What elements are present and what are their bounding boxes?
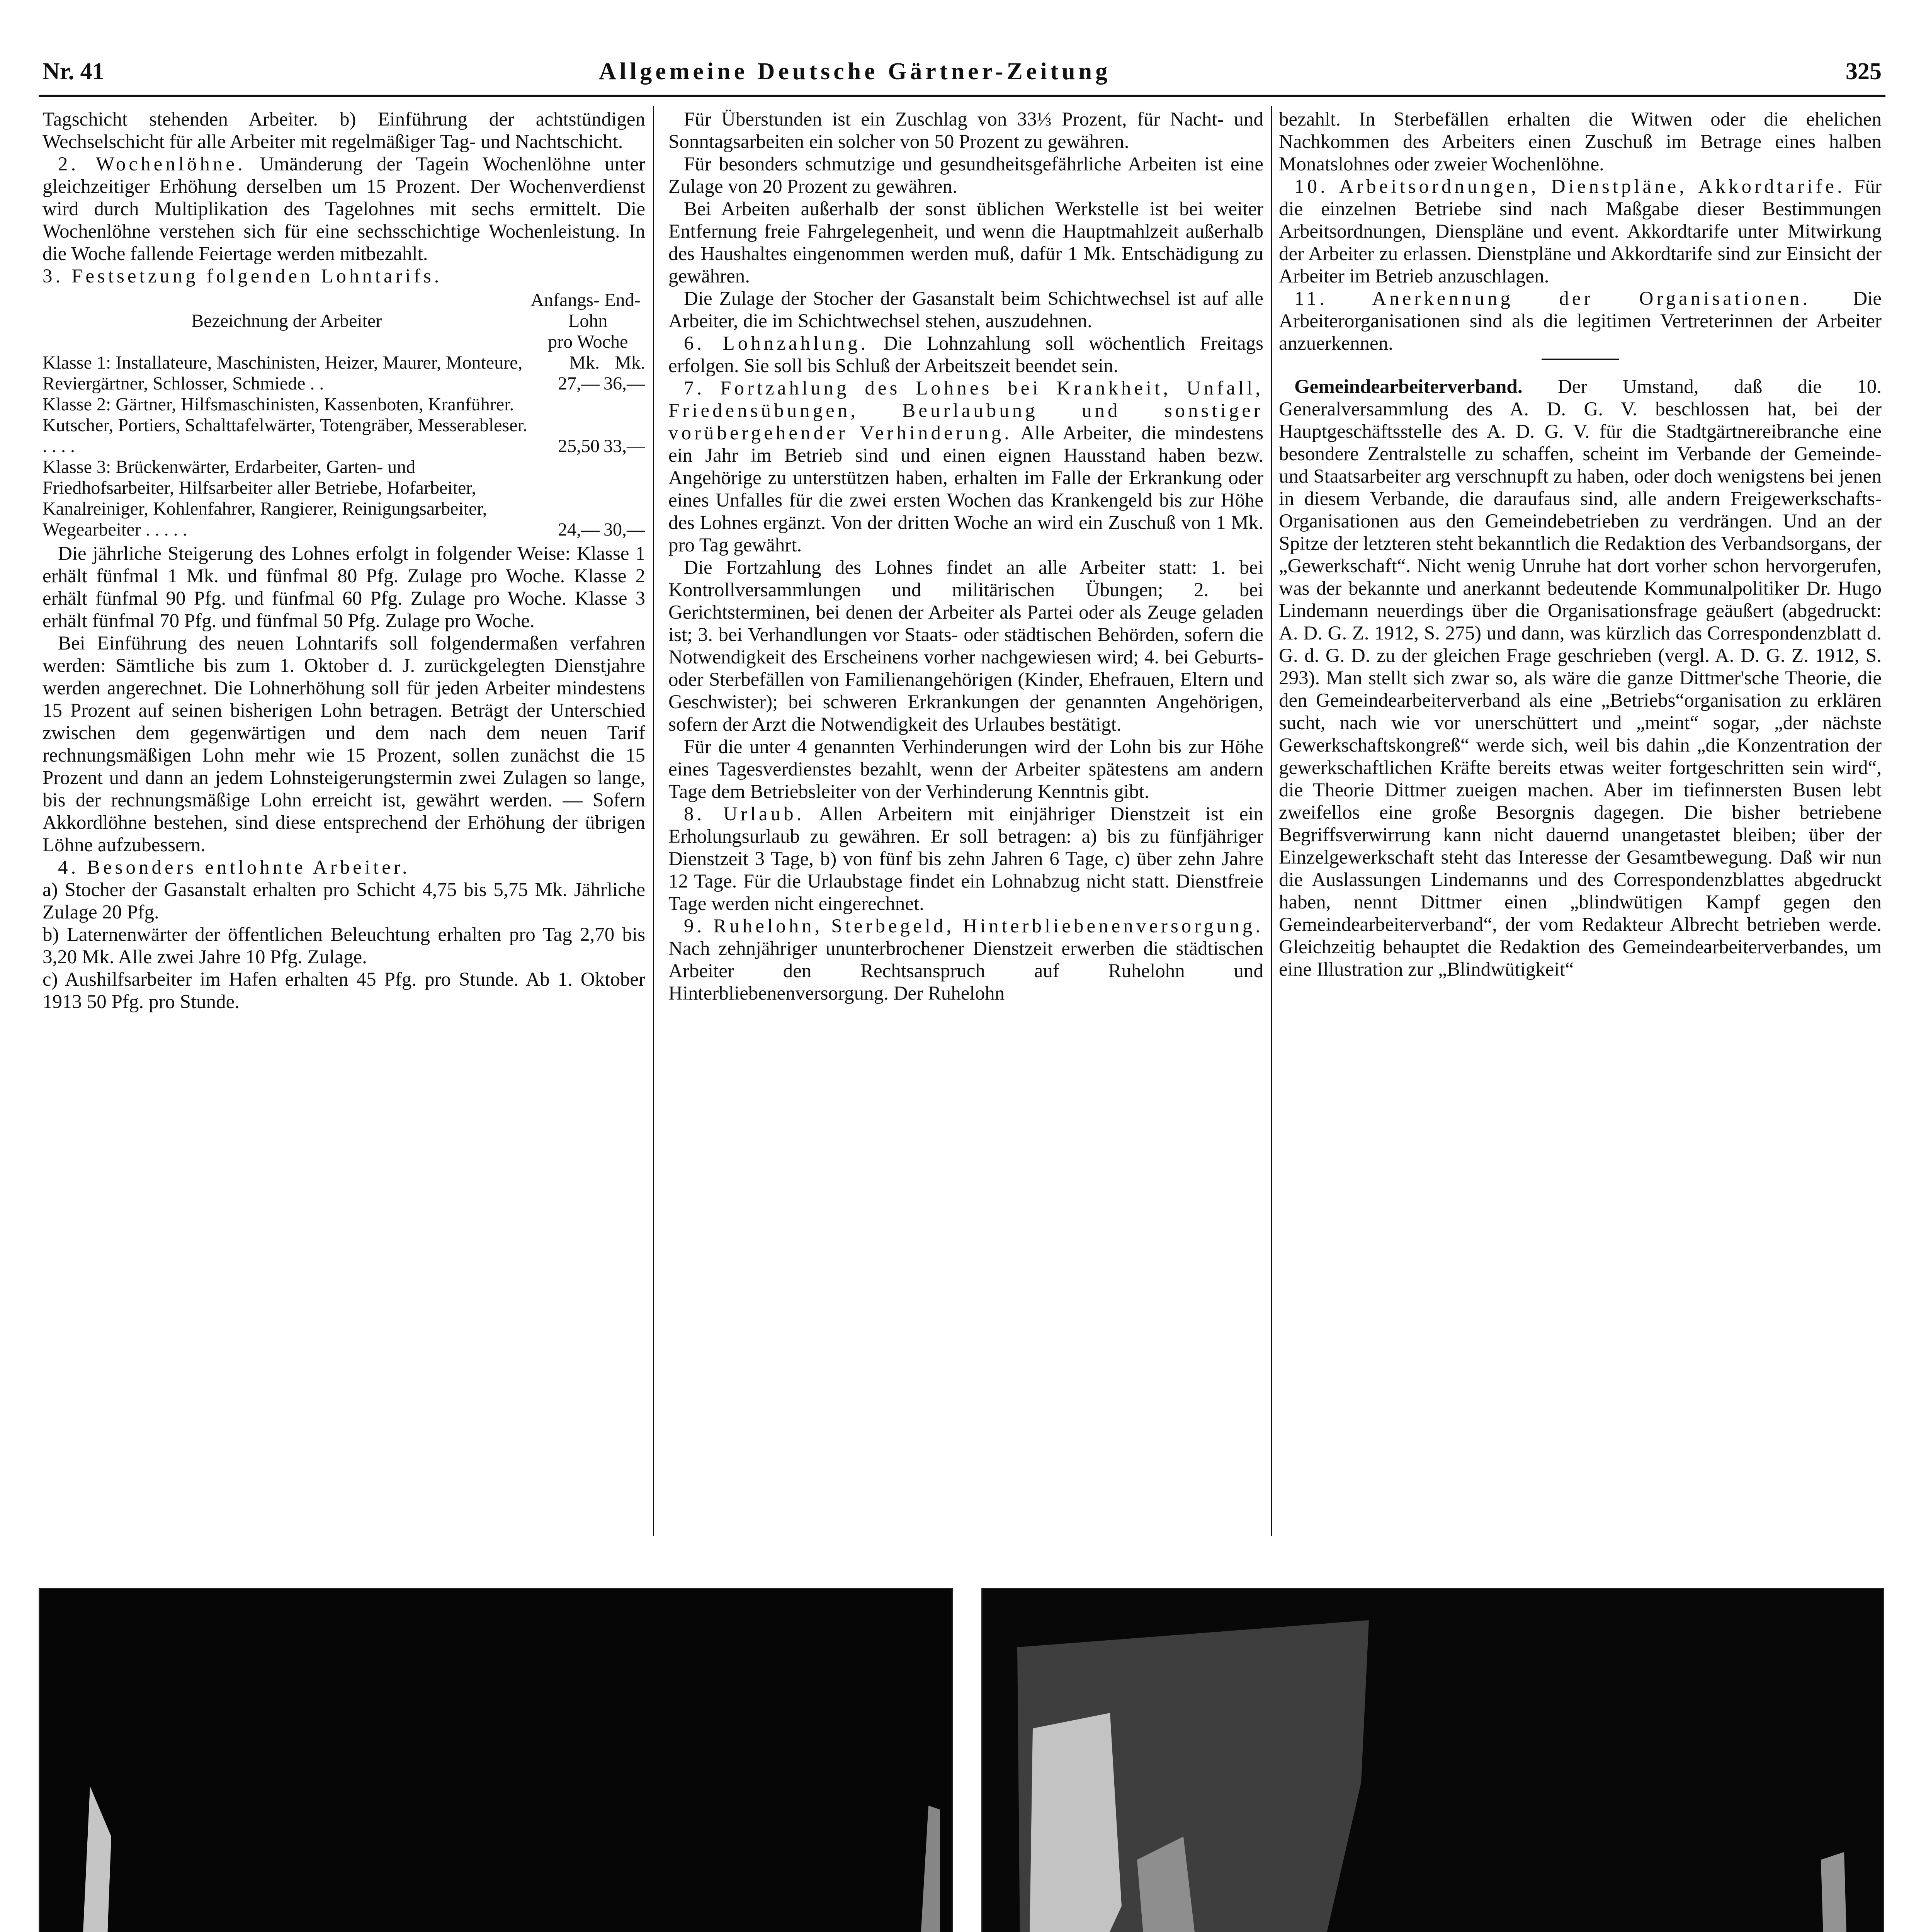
- page-number: 325: [1846, 58, 1882, 85]
- paragraph: [668, 915, 1263, 1005]
- table-cell-start: [530, 352, 600, 394]
- paragraph: Für besonders schmutzige und gesundheitsgefährliche Arbeiten ist eine Zulage von 20 Prozent zu gewähren.: [668, 153, 1263, 197]
- paragraph: [1279, 175, 1882, 287]
- article-column-1: [42, 108, 645, 1546]
- section-heading: 2. Wochenlöhne.: [58, 153, 246, 175]
- photo-front-room: [981, 1588, 1884, 1932]
- unit-label: Mk.: [615, 352, 645, 373]
- paragraph-text: Für die einzelnen Betriebe sind nach Maßgabe dieser Bestimmungen Arbeitsordnungen, Dienspläne und event. Akkordtarife unter Mitwirkung der Arbeiter zu erlassen. Dienstpläne und Akkordtarife sind zur Einsicht der Arbeiter im Betrieb anzuschlagen.: [1279, 176, 1882, 287]
- wage-value: 36,—: [603, 373, 645, 394]
- table-header-name: Bezeichnung der Arbeiter: [191, 311, 382, 331]
- paragraph: Die Zulage der Stocher der Gasanstalt beim Schichtwechsel ist auf alle Arbeiter, die im Schichtwechsel stehen, auszudehnen.: [668, 288, 1263, 332]
- wage-table: [42, 290, 645, 540]
- table-cell-end: [600, 352, 645, 394]
- table-cell-end: 33,—: [603, 436, 645, 456]
- issue-number: Nr. 41: [42, 58, 104, 85]
- section-heading: 9. Ruhelohn, Sterbegeld, Hinterbliebenenversorgung.: [684, 915, 1263, 937]
- paragraph-text: Nach zehnjähriger ununterbrochener Dienstzeit erwerben die städtischen Arbeiter den Rechtsanspruch auf Ruhelohn und Hinterbliebenenversorgung. Der Ruhelohn: [668, 938, 1263, 1004]
- page-header: [39, 58, 1885, 100]
- table-cell-start: 25,50: [558, 436, 600, 456]
- photo-front-room-image: [983, 1589, 1883, 1932]
- paragraph-text: Der Umstand, daß die 10. Generalversammlung des A. D. G. V. beschlossen hat, bei der Hauptgeschäftsstelle des A. D. G. V. für die Stadtgärtnereibranche eine besondere Zentralstelle zu schaffen, scheint im Verbande der Gemeinde- und Staatsarbeiter arg verschnupft zu haben, oder doch wenigstens bei jenen in diesem Verbande, die daraufaus sind, alle andern Freigewerkschafts-Organisationen aus den Gemeindebetrieben zu verdrängen. Und an der Spitze der letzteren steht bekanntlich die Redaktion des Verbandsorgans, der „Gewerkschaft“. Nicht wenig Unruhe hat dort vorher schon hervorgerufen, was der bekannte und anerkannt bedeutende Kommunalpolitiker Dr. Hugo Lindemann neuerdings über die Organisationsfrage geäußert (abgedruckt: A. D. G. Z. 1912, S. 275) und dann, was kürzlich das Correspondenzblatt d. G. d. G. D. zu der gleichen Frage geschrieben (vergl. A. D. G. Z. 1912, S. 293). Man stellt sich zwar so, als wäre die ganze Dittmer'sche Theorie, die den Gemeindearbeiterverband als eine „Betriebs“organisation zu erklären sucht, nach wie vor unerschüttert und „meint“ sogar, „der nächste Gewerkschaftskongreß“ werde sich, weil bis dahin „die Konzentration der gewerkschaftlichen Kräfte bereits etwas weiter fortgeschritten sein wird“, die Theorie Dittmer zueigen machen. Aber im tiefinnersten Busen lebt zweifellos eine große Besorgnis dagegen. Die bisher betriebene Begriffsverwirrung kann nicht dauernd unangetastet bleiben; über der Einzelgewerkschaft steht das Interesse der Gesamtbewegung. Daß wir nun die Auslassungen Lindemanns und des Correspondenzblattes abgedruckt haben, nennt Dittmer einen „blindwütigen Kampf gegen den Gemeindearbeiterverband“, der vom Redakteur Albrecht betrieben werde. Gleichzeitig behauptet die Redaktion des Gemeindearbeiterverbandes, um eine Illustration zur „Blindwütigkeit“: [1279, 376, 1882, 980]
- unit-label: Mk.: [569, 352, 600, 373]
- section-divider: [1542, 359, 1619, 360]
- wage-value: 27,—: [558, 373, 600, 394]
- column-divider: [653, 106, 654, 1536]
- paragraph-text: Die Lohnzahlung soll wöchentlich Freitags erfolgen. Sie soll bis Schluß der Arbeitszeit beendet sein.: [668, 333, 1263, 377]
- newspaper-title: Allgemeine Deutsche Gärtner-Zeitung: [599, 58, 1111, 85]
- table-header-unit: pro Woche: [548, 332, 628, 352]
- section-heading: 6. Lohnzahlung.: [684, 333, 869, 354]
- paragraph: Die Fortzahlung des Lohnes findet an alle Arbeiter statt: 1. bei Kontrollversammlungen und militärischen Übungen; 2. bei Gerichtsterminen, bei denen der Arbeiter als Partei oder als Zeuge geladen ist; 3. bei Verhandlungen vor Staats- oder städtischen Behörden, sofern die Notwendigkeit des Erscheinens vorher nachgewiesen wird; 4. bei Geburts- oder Sterbefällen von Familienangehörigen (Kinder, Ehefrauen, Eltern und Geschwister); bei schweren Erkrankungen der genannten Angehörigen, sofern der Arzt die Notwendigkeit des Urlaubes bestätigt.: [668, 557, 1263, 735]
- paragraph: bezahlt. In Sterbefällen erhalten die Witwen oder die ehelichen Nachkommen des Arbeiters einen Zuschuß im Betrage eines halben Monatslohnes oder zweier Wochenlöhne.: [1279, 109, 1882, 175]
- table-cell-end: 30,—: [603, 519, 645, 540]
- paragraph: [668, 332, 1263, 377]
- paragraph: Die jährliche Steigerung des Lohnes erfolgt in folgender Weise: Klasse 1 erhält fünfmal 1 Mk. und fünfmal 80 Pfg. Zulage pro Woche. Klasse 2 erhält fünfmal 90 Pfg. und fünfmal 60 Pfg. Zulage pro Woche. Klasse 3 erhält fünfmal 70 Pfg. und fünfmal 50 Pfg. Zulage pro Woche.: [42, 543, 645, 632]
- table-cell-start: 24,—: [558, 519, 600, 540]
- paragraph: [668, 803, 1263, 915]
- paragraph: Bei Arbeiten außerhalb der sonst üblichen Werkstelle ist bei weiter Entfernung freie Fahrgelegenheit, und wenn die Hauptmahlzeit außerhalb des Haushaltes eingenommen werden muß, dafür 1 Mk. Entschädigung zu gewähren.: [668, 198, 1263, 287]
- section-heading: 10. Arbeitsordnungen, Dienstpläne, Akkordtarife.: [1294, 176, 1845, 197]
- table-header-end: End-: [604, 290, 641, 310]
- paragraph-text: Alle Arbeiter, die mindestens ein Jahr im Betrieb sind und einen eignen Hausstand haben bezw. Angehörige zu unterstützen haben, erhalten im Falle der Erkrankung oder eines Unfalles für die zwei ersten Wochen das Krankengeld bis zur Höhe des Lohnes ergänzt. Von der dritten Woche an wird ein Zuschuß von 1 Mk. pro Tag gewährt.: [668, 422, 1263, 556]
- paragraph: [42, 153, 645, 265]
- paragraph: [1279, 287, 1882, 355]
- paragraph-text: Umänderung der Tagein Wochenlöhne unter gleichzeitiger Erhöhung derselben um 15 Prozent. Der Wochenverdienst wird durch Multiplikation des Tagelohnes mit sechs ermittelt. Die Wochenlöhne verstehen sich für eine sechsschichtige Wochenleistung. In die Woche fallende Feiertage werden mitbezahlt.: [42, 153, 645, 265]
- table-header-row: [42, 332, 645, 352]
- section-heading: 7. Fortzahlung des Lohnes bei Krankheit, Unfall, Friedensübungen, Beurlaubung und sonstiger vorübergehender Verhinderung.: [668, 378, 1263, 444]
- table-row: [42, 352, 645, 394]
- paragraph-text: Allen Arbeitern mit einjähriger Dienstzeit ist ein Erholungsurlaub zu gewähren. Er soll betragen: a) bis zu fünfjähriger Dienstzeit 3 Tage, b) von fünf bis zehn Jahren 6 Tage, c) über zehn Jahre 12 Tage. Für die Urlaubstage findet ein Lohnabzug nicht statt. Dienstfreie Tage werden nicht eingerechnet.: [668, 803, 1263, 915]
- paragraph: b) Laternenwärter der öffentlichen Beleuchtung erhalten pro Tag 2,70 bis 3,20 Mk. Alle zwei Jahre 10 Pfg. Zulage.: [42, 924, 645, 968]
- section-heading: 4. Besonders entlohnte Arbeiter.: [58, 857, 410, 878]
- paragraph-text: Die Arbeiterorganisationen sind als die legitimen Vertreterinnen der Arbeiter anzuerkennen.: [1279, 288, 1882, 354]
- paragraph: c) Aushilfsarbeiter im Hafen erhalten 45 Pfg. pro Stunde. Ab 1. Oktober 1913 50 Pfg. pro Stunde.: [42, 969, 645, 1013]
- column-divider: [1271, 106, 1272, 1536]
- paragraph: a) Stocher der Gasanstalt erhalten pro Schicht 4,75 bis 5,75 Mk. Jährliche Zulage 20 Pfg.: [42, 879, 645, 923]
- section-heading: 8. Urlaub.: [684, 803, 805, 825]
- section-heading: 3. Festsetzung folgenden Lohntarifs.: [42, 265, 442, 287]
- table-cell-name: Klasse 3: Brückenwärter, Erdarbeiter, Garten- und Friedhofsarbeiter, Hilfsarbeiter aller Betriebe, Hofarbeiter, Kanalreiniger, Kohlenfahrer, Rangierer, Reinigungsarbeiter, Wegearbeiter . . . . .: [42, 457, 487, 540]
- section-heading: 11. Anerkennung der Organisationen.: [1294, 288, 1811, 310]
- table-row: [42, 394, 645, 457]
- table-header-lohn: Lohn: [568, 311, 608, 331]
- photo-back-room: [39, 1588, 953, 1932]
- photo-back-room-image: [40, 1589, 952, 1932]
- article-column-2: [668, 108, 1263, 1546]
- article-heading: Gemeindearbeiterverband.: [1294, 376, 1523, 398]
- paragraph: Tagschicht stehenden Arbeiter. b) Einführung der achtstündigen Wechselschicht für alle Arbeiter mit regelmäßiger Tag- und Nachtschicht.: [42, 109, 645, 153]
- article-column-3: [1279, 108, 1882, 1546]
- table-row: [42, 457, 645, 540]
- table-cell-name: Klasse 1: Installateure, Maschinisten, Heizer, Maurer, Monteure, Reviergärtner, Schlosser, Schmiede . .: [42, 352, 523, 394]
- table-header-row: [42, 290, 645, 311]
- paragraph: [668, 377, 1263, 556]
- table-cell-name: Klasse 2: Gärtner, Hilfsmaschinisten, Kassenboten, Kranführer. Kutscher, Portiers, Schalttafelwärter, Totengräber, Messerableser. . . . .: [42, 394, 527, 456]
- header-rule: [39, 95, 1885, 97]
- paragraph: [1279, 376, 1882, 981]
- paragraph: Bei Einführung des neuen Lohntarifs soll folgendermaßen verfahren werden: Sämtliche bis zum 1. Oktober d. J. zurückgelegten Dienstjahre werden angerechnet. Die Lohnerhöhung soll für jeden Arbeiter mindestens 15 Prozent auf seinen bisherigen Lohn betragen. Beträgt der Unterschied zwischen dem gegenwärtigen und dem nach dem neuen Tarif rechnungsmäßigen Lohn mehr wie 15 Prozent, sollen zunächst die 15 Prozent und dann an jedem Lohnsteigerungstermin zwei Zulagen so lange, bis der rechnungsmäßige Lohn erreicht ist, gewährt werden. — Sofern Akkordlöhne bestehen, sind diese entsprechend der Erhöhung der übrigen Löhne aufzubessern.: [42, 633, 645, 856]
- paragraph: Für Überstunden ist ein Zuschlag von 33⅓ Prozent, für Nacht- und Sonntagsarbeiten ein solcher von 50 Prozent zu gewähren.: [668, 109, 1263, 153]
- table-header-start: Anfangs-: [530, 290, 600, 310]
- paragraph: Für die unter 4 genannten Verhinderungen wird der Lohn bis zur Höhe eines Tagesverdienstes bezahlt, wenn der Arbeiter spätestens am andern Tage dem Betriebsleiter von der Verhinderung Kenntnis gibt.: [668, 736, 1263, 803]
